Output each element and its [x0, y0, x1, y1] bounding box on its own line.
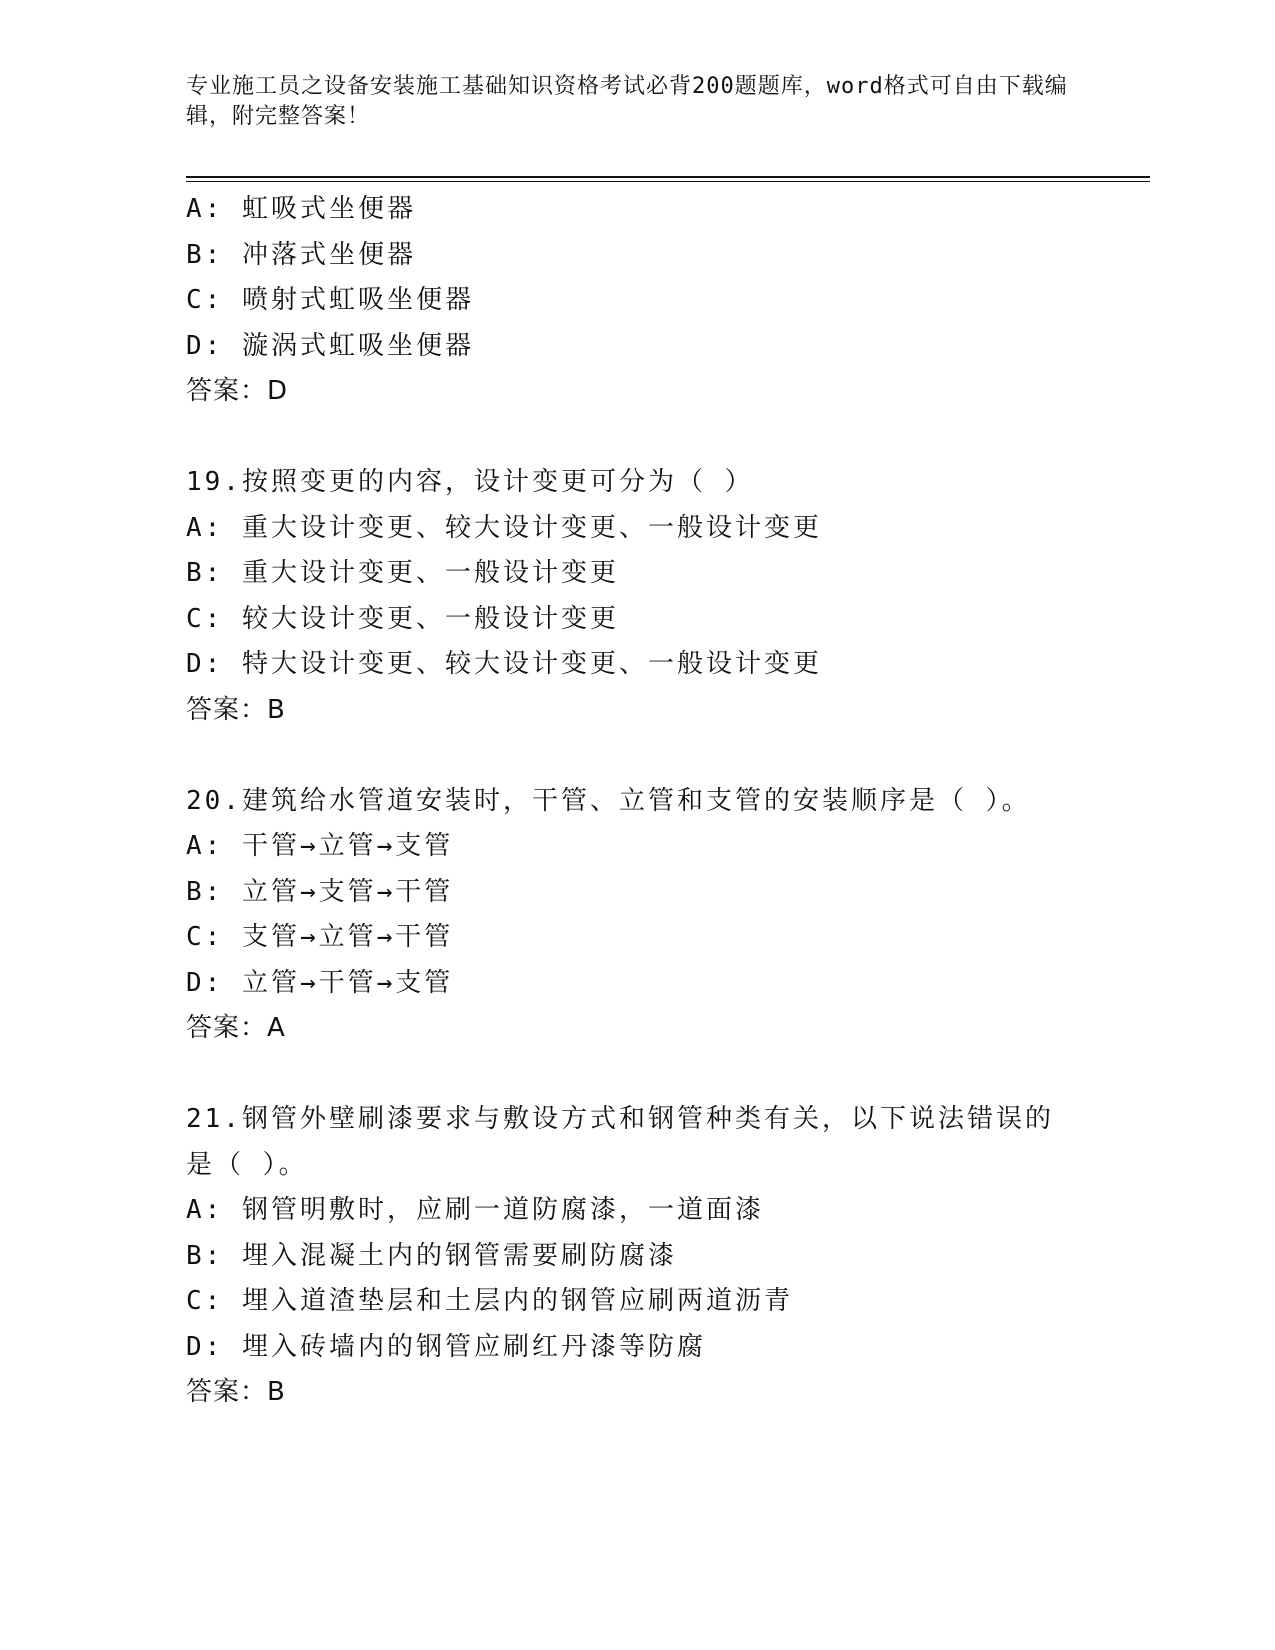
- question-text: 19.按照变更的内容，设计变更可分为（ ）: [186, 467, 754, 497]
- option-a: A: 重大设计变更、较大设计变更、一般设计变更: [186, 512, 822, 543]
- spacer: [186, 733, 1126, 779]
- question-list: [186, 187, 1126, 1416]
- option-b: B: 冲落式坐便器: [186, 239, 416, 270]
- option-d: D: 立管→干管→支管: [186, 967, 454, 998]
- answer-line: 答案：B: [186, 1377, 286, 1407]
- question-text: 20.建筑给水管道安装时，干管、立管和支管的安装顺序是（ ）。: [186, 785, 1031, 816]
- header-rule-thin: [186, 181, 1150, 182]
- document-header: 专业施工员之设备安装施工基础知识资格考试必背200题题库，word格式可自由下载编辑，附完整答案！: [186, 74, 1068, 129]
- option-a: A: 钢管明敷时，应刷一道防腐漆，一道面漆: [186, 1195, 764, 1225]
- option-d: D: 特大设计变更、较大设计变更、一般设计变更: [186, 649, 822, 679]
- option-c: C: 支管→立管→干管: [186, 922, 454, 952]
- question-block-20: [186, 779, 1126, 1052]
- question-text: 21.钢管外壁刷漆要求与敷设方式和钢管种类有关，以下说法错误的是（ ）。: [186, 1104, 1054, 1180]
- option-d: D: 埋入砖墙内的钢管应刷红丹漆等防腐: [186, 1331, 706, 1362]
- answer-line: 答案：D: [186, 376, 289, 406]
- option-c: C: 较大设计变更、一般设计变更: [186, 603, 619, 634]
- option-a: A: 干管→立管→支管: [186, 831, 454, 861]
- option-a: A: 虹吸式坐便器: [186, 194, 416, 224]
- option-c: C: 喷射式虹吸坐便器: [186, 285, 474, 315]
- question-block-19: [186, 460, 1126, 733]
- header-rule-thick: [186, 176, 1150, 178]
- spacer: [186, 415, 1126, 461]
- option-c: C: 埋入道渣垫层和土层内的钢管应刷两道沥青: [186, 1286, 793, 1316]
- answer-line: 答案：A: [186, 1013, 286, 1043]
- option-b: B: 埋入混凝土内的钢管需要刷防腐漆: [186, 1240, 677, 1271]
- option-d: D: 漩涡式虹吸坐便器: [186, 330, 474, 361]
- option-b: B: 立管→支管→干管: [186, 876, 454, 907]
- question-block-18: [186, 187, 1126, 415]
- option-b: B: 重大设计变更、一般设计变更: [186, 558, 619, 588]
- answer-line: 答案：B: [186, 694, 286, 725]
- spacer: [186, 1052, 1126, 1098]
- question-block-21: [186, 1097, 1126, 1416]
